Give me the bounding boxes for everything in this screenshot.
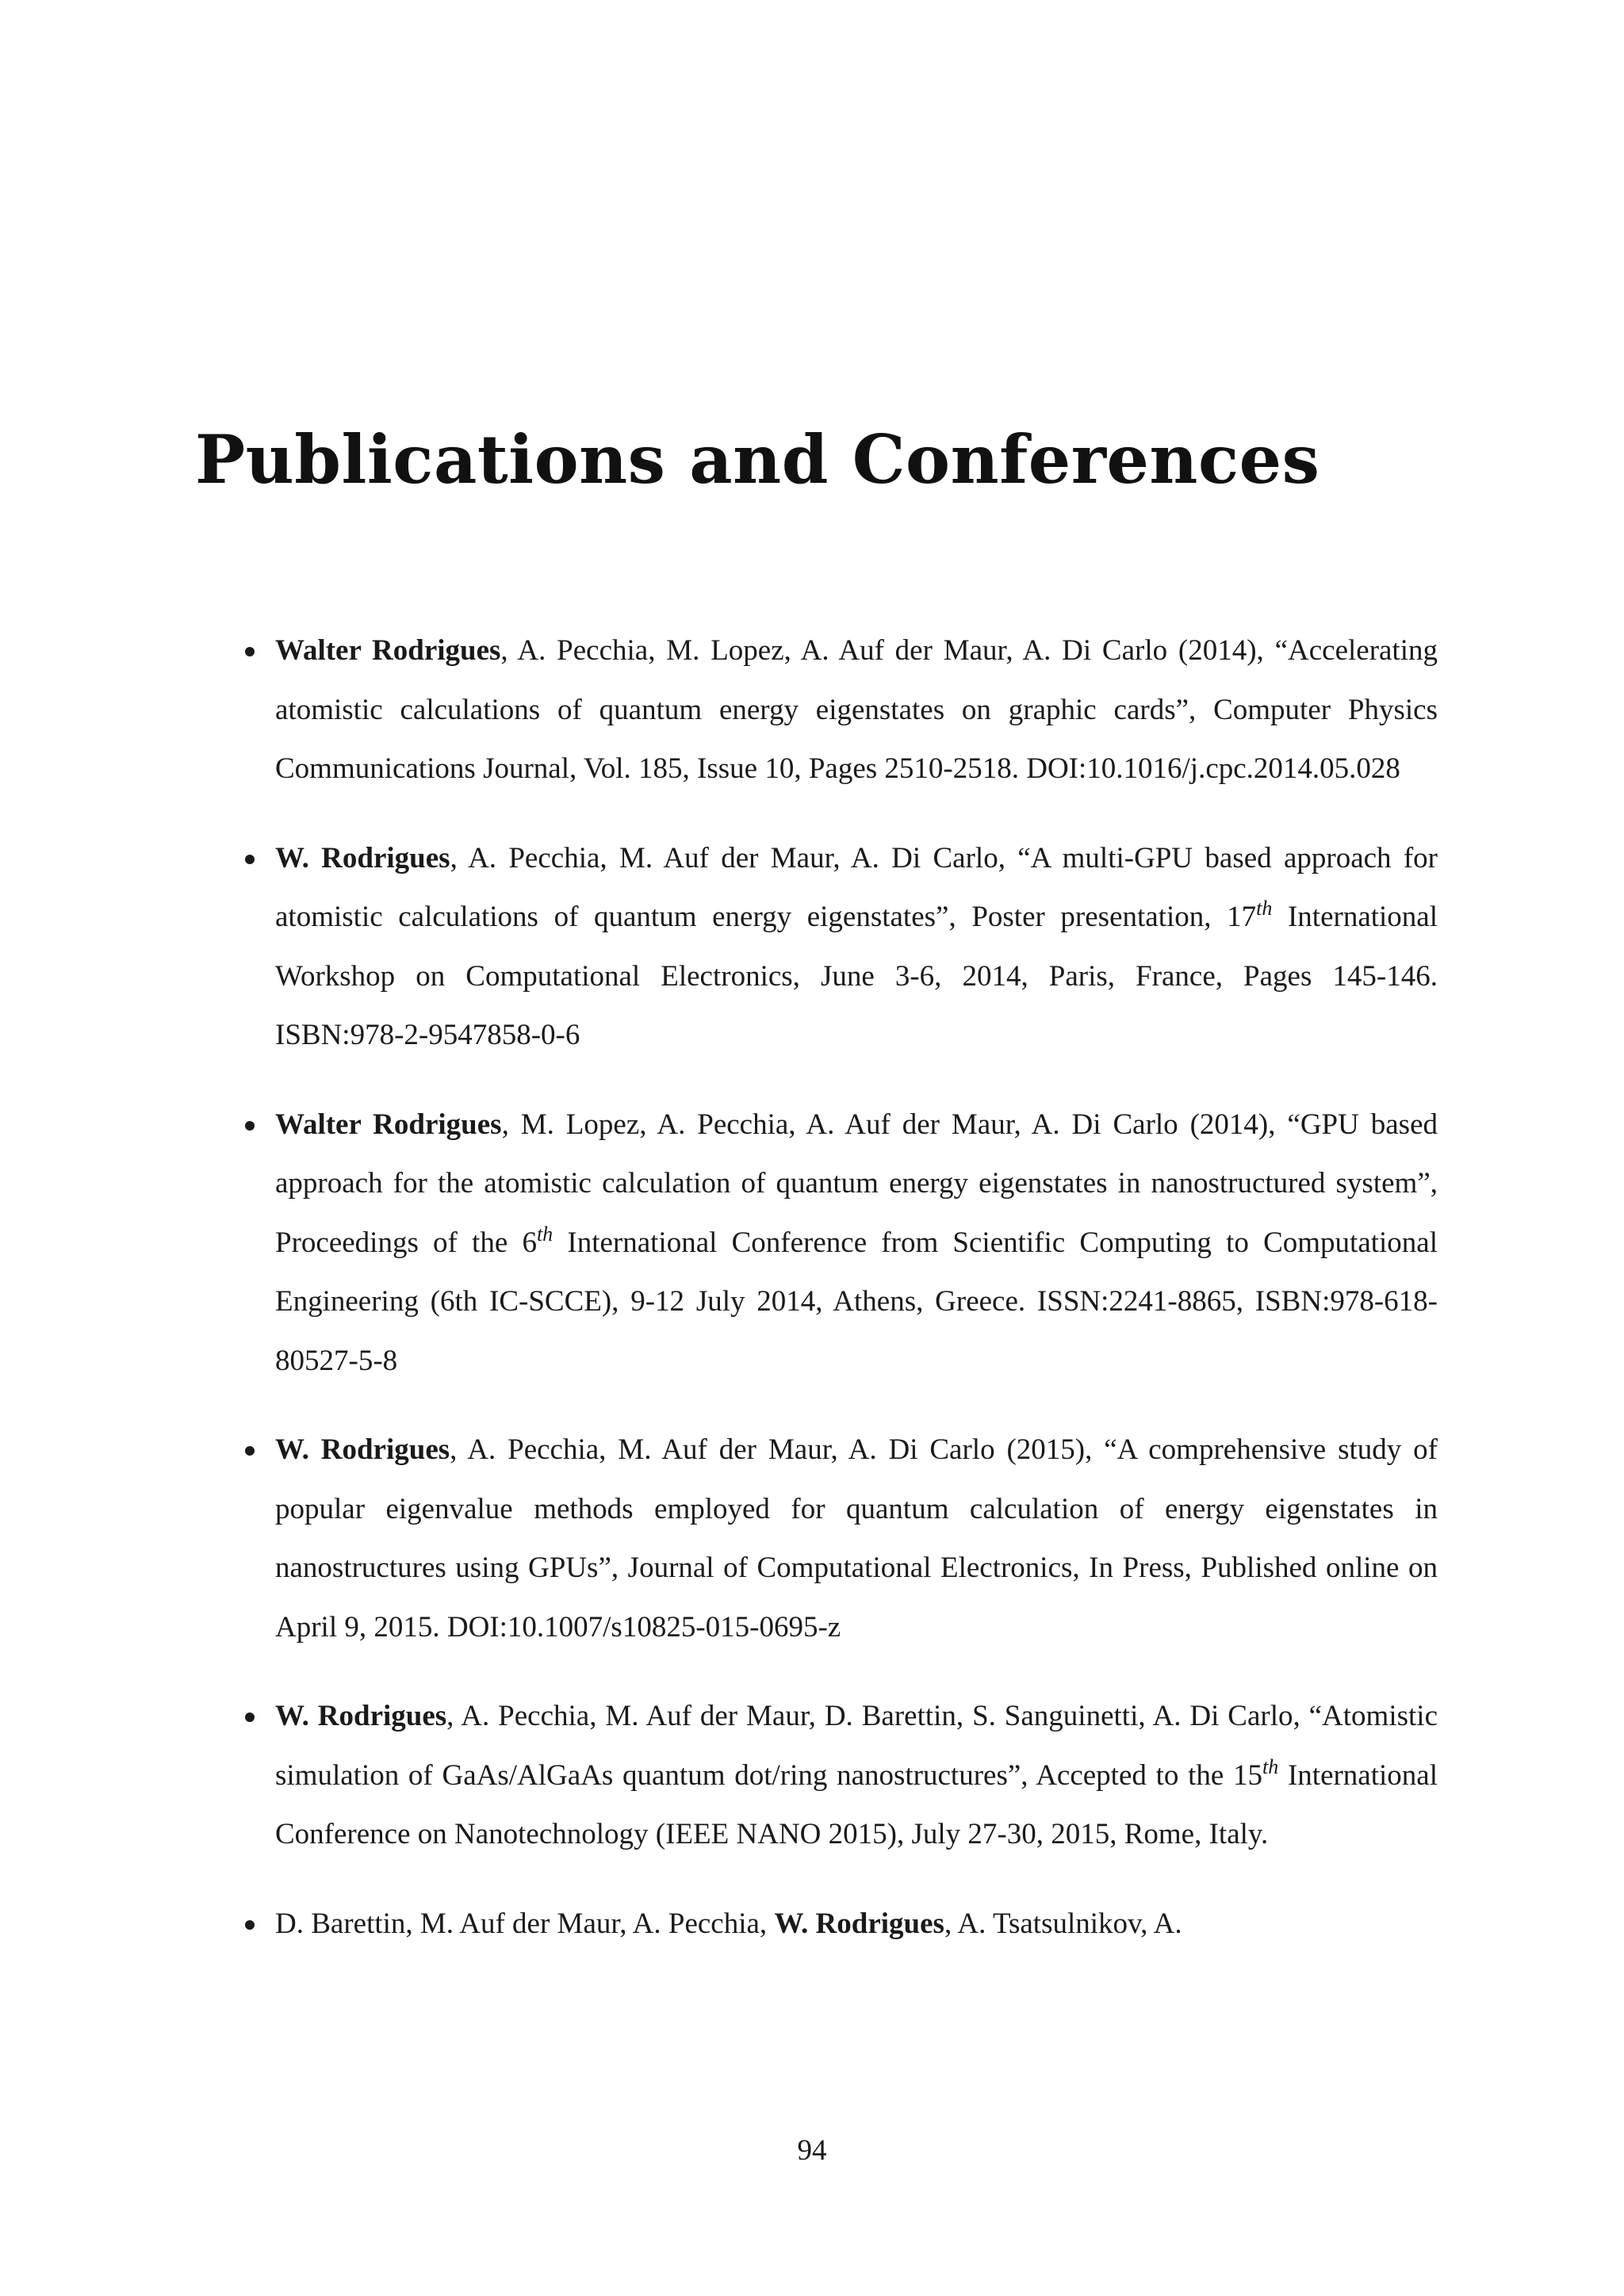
highlighted-author: Walter Rodrigues <box>275 634 501 667</box>
publication-entry-1 <box>275 622 1438 799</box>
publication-text-continued: International Conference on Nanotechnology (IEEE NANO 2015), July 27-30, 2015, Rome, Italy. <box>275 1758 1438 1850</box>
highlighted-author: W. Rodrigues <box>774 1907 944 1940</box>
publication-list <box>275 622 1438 1984</box>
publication-text-continued: International Workshop on Computational Electronics, June 3-6, 2014, Paris, France, Pages 145-146. ISBN:978-2-9547858-0-6 <box>275 901 1438 1051</box>
publication-text: , A. Tsatsulnikov, A. <box>944 1907 1182 1940</box>
ordinal-suffix: th <box>1262 1755 1279 1778</box>
publication-entry-5 <box>275 1687 1438 1865</box>
publication-text: , A. Pecchia, M. Auf der Maur, A. Di Carlo, “A multi-GPU based approach for atomistic calculations of quantum energy eigenstates”, Poster presentation, 17 <box>275 841 1438 933</box>
publication-text-continued: International Conference from Scientific Computing to Computational Engineering (6th IC-SCCE), 9-12 July 2014, Athens, Greece. ISSN:2241-8865, ISBN:978-618-80527-5-8 <box>275 1226 1438 1377</box>
ordinal-suffix: th <box>536 1222 553 1246</box>
highlighted-author: W. Rodrigues <box>275 1433 450 1466</box>
publication-entry-2 <box>275 829 1438 1066</box>
ordinal-suffix: th <box>1256 897 1273 920</box>
chapter-title: Publications and Conferences <box>195 420 1320 499</box>
publication-entry-4 <box>275 1421 1438 1657</box>
highlighted-author: W. Rodrigues <box>275 841 450 874</box>
publication-text: , A. Pecchia, M. Lopez, A. Auf der Maur, A. Di Carlo (2014), “Accelerating atomistic calculations of quantum energy eigenstates on graphic cards”, Computer Physics Communications Journal, Vol. 185, Issue 10, Pages 2510-2518. DOI:10.1016/j.cpc.2014.05.028 <box>275 634 1438 785</box>
highlighted-author: W. Rodrigues <box>275 1700 447 1732</box>
publication-entry-3 <box>275 1096 1438 1391</box>
publication-entry-6 <box>275 1895 1438 1954</box>
highlighted-author: Walter Rodrigues <box>275 1108 502 1141</box>
page-number: 94 <box>797 2134 827 2167</box>
publication-authors-prefix: D. Barettin, M. Auf der Maur, A. Pecchia, <box>275 1907 775 1940</box>
publication-text: , A. Pecchia, M. Auf der Maur, D. Barettin, S. Sanguinetti, A. Di Carlo, “Atomistic simulation of GaAs/AlGaAs quantum dot/ring nanostructures”, Accepted to the 15 <box>275 1700 1438 1792</box>
publication-text: , A. Pecchia, M. Auf der Maur, A. Di Carlo (2015), “A comprehensive study of popular eigenvalue methods employed for quantum calculation of energy eigenstates in nanostructures using GPUs”, Journal of Computational Electronics, In Press, Published online on April 9, 2015. DOI:10.1007/s10825-015-0695-z <box>275 1433 1438 1644</box>
publication-text: , M. Lopez, A. Pecchia, A. Auf der Maur, A. Di Carlo (2014), “GPU based approach for the atomistic calculation of quantum energy eigenstates in nanostructured system”, Proceedings of the 6 <box>275 1108 1438 1259</box>
